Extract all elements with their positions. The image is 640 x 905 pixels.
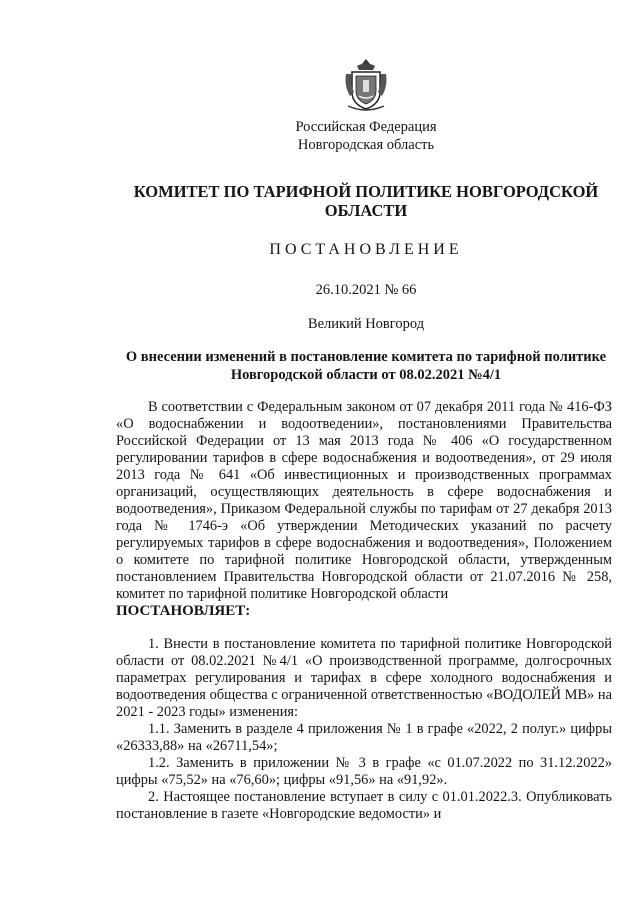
- document-subject-line1: О внесении изменений в постановление комитета по тарифной политике: [125, 349, 607, 365]
- organization-name-line2: ОБЛАСТИ: [324, 201, 408, 220]
- document-city: Великий Новгород: [307, 316, 425, 332]
- document-body: [116, 399, 612, 823]
- organization-name-line1: КОМИТЕТ ПО ТАРИФНОЙ ПОЛИТИКЕ НОВГОРОДСКОЙ: [133, 182, 599, 201]
- document-date-number: 26.10.2021 № 66: [315, 282, 417, 298]
- item-1-2-paragraph: 1.2. Заменить в приложении № 3 в графе «с 01.07.2022 по 31.12.2022» цифры «75,52» на «76,60»; цифры «91,56» на «91,92».: [116, 755, 612, 788]
- coat-of-arms-icon: [342, 56, 390, 112]
- document-type: ПОСТАНОВЛЕНИЕ: [269, 241, 463, 258]
- document-subject-line2: Новгородской области от 08.02.2021 №4/1: [230, 367, 502, 383]
- resolves-heading: ПОСТАНОВЛЯЕТ:: [116, 603, 251, 619]
- country-name: Российская Федерация: [295, 119, 437, 135]
- region-name: Новгородская область: [297, 137, 435, 153]
- item-1-paragraph: 1. Внести в постановление комитета по тарифной политике Новгородской области от 08.02.2021 №4/1 «О производственной программе, долгосрочных параметрах регулирования и тарифах в сфере холодного водоснабжения и водоотведения общества с ограниченной ответственностью «ВОДОЛЕЙ МВ» на 2021 - 2023 годы» изменения:: [116, 636, 612, 720]
- item-1-1-paragraph: 1.1. Заменить в разделе 4 приложения № 1 в графе «2022, 2 полуг.» цифры «26333,88» на «26711,54»;: [116, 721, 612, 754]
- preamble-paragraph: В соответствии с Федеральным законом от 07 декабря 2011 года № 416-ФЗ «О водоснабжении и водоотведении», постановлениями Правительства Российской Федерации от 13 мая 2013 года № 406 «О государственном регулировании тарифов в сфере водоснабжения и водоотведения», от 29 июля 2013 года № 641 «Об инвестиционных и производственных программах организаций, осуществляющих деятельность в сфере водоснабжения и водоотведения», Приказом Федеральной службы по тарифам от 27 декабря 2013 года № 1746-э «Об утверждении Методических указаний по расчету регулируемых тарифов в сфере водоснабжения и водоотведения», Положением о комитете по тарифной политике Новгородской области, утвержденным постановлением Правительства Новгородской области от 21.07.2016 № 258, комитет по тарифной политике Новгородской области: [116, 399, 612, 602]
- item-2-paragraph: 2. Настоящее постановление вступает в силу с 01.01.2022.3. Опубликовать постановление в газете «Новгородские ведомости» и: [116, 789, 612, 822]
